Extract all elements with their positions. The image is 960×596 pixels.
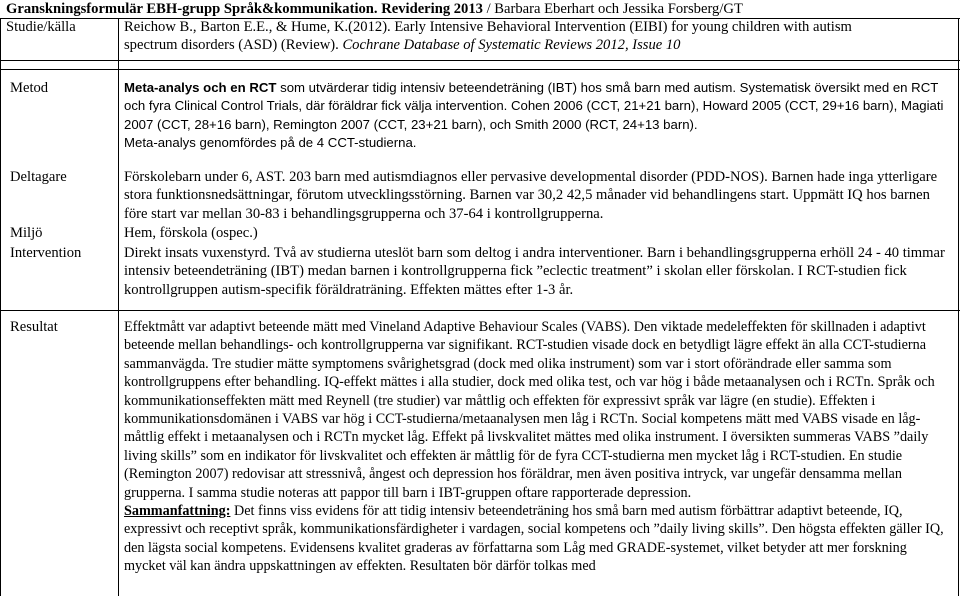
- citation-review-text: spectrum disorders (ASD) (Review).: [124, 37, 343, 54]
- source-row: [0, 18, 960, 58]
- grid-line-h2: [0, 60, 960, 61]
- source-label: Studie/källa: [6, 19, 76, 35]
- form-header: [6, 0, 956, 18]
- deltagare-content: Förskolebarn under 6, AST. 203 barn med autismdiagnos eller pervasive developmental disorder (PDD-NOS). Barnen hade inga ytterligare stora funktionsnedsättningar, förutom utvecklingsstörning. Barnen var 30,2 42,5 månader vid behandlingens start. Uppmätt IQ hos barnen före start var mellan 30-83 i behandlingsgrupperna och 37-64 i kontrollgrupperna.: [124, 169, 938, 222]
- metod-label: Metod: [10, 80, 49, 96]
- intervention-row: [0, 244, 960, 300]
- miljo-label: Miljö: [10, 225, 43, 241]
- metod-bold-lead: Meta-analys och en RCT: [124, 80, 277, 95]
- resultat-summary: [124, 502, 950, 576]
- source-citation: [124, 18, 950, 55]
- metod-content: [124, 79, 950, 153]
- metod-text: som utvärderar tidig intensiv beteendeträning (IBT) hos små barn med autism. Systematisk översikt med en RCT och fyra Clinical Control Trials, där föräldrar fick välja intervention. Cohen 2006 (CCT, 21+21 barn), Howard 2005 (CCT, 29+16 barn), Magiati 2007 (CCT, 28+16 barn), Remington 2007 (CCT, 23+21 barn), och Smith 2000 (RCT, 24+13 barn).: [124, 80, 944, 132]
- deltagare-label: Deltagare: [10, 169, 67, 185]
- grid-line-right: [958, 18, 959, 596]
- miljo-row: [0, 224, 960, 244]
- summary-label: Sammanfattning:: [124, 503, 231, 520]
- summary-text: Det finns viss evidens för att tidig intensiv beteendeträning hos små barn med autism förbättrar adaptivt beteende, IQ, expressivt och receptivt språk, kommunikationsfärdigheter i vardagen, social kompetens och ”daily living skills”. Den högsta effekten gäller IQ, den lägsta social kompetens. Evidensens kvalitet graderas av författarna som Låg med GRADE-systemet, vilket betyder att mer forskning mycket väl kan ändra uppskattningen av effekten. Resultaten bör därför tolkas med: [124, 503, 944, 575]
- grid-line-mid: [118, 18, 119, 596]
- grid-line-h4: [0, 310, 960, 311]
- intervention-label: Intervention: [10, 245, 82, 261]
- grid-line-left: [0, 18, 1, 596]
- resultat-content: [124, 318, 950, 576]
- grid-line-h1: [0, 18, 960, 19]
- form-title-bold: Granskningsformulär EBH-grupp Språk&kommunikation. Revidering 2013: [6, 1, 483, 17]
- metod-extra: Meta-analys genomfördes på de 4 CCT-studierna.: [124, 135, 417, 151]
- metod-row: [0, 79, 960, 169]
- grid-line-h3: [0, 69, 960, 70]
- form-title: [6, 0, 956, 18]
- citation-line-1: Reichow B., Barton E.E., & Hume, K.(2012). Early Intensive Behavioral Intervention (EIBI) for young children with autism: [124, 19, 852, 35]
- intervention-content: Direkt insats vuxenstyrd. Två av studierna uteslöt barn som deltog i andra interventioner. Barn i behandlingsgrupperna erhöll 24 - 40 timmar intensiv beteendeträning (IBT) medan barnen i kontrollgrupperna fick ”eclectic treatment” i skolan eller förskolan. I RCT-studien fick kontrollgruppen autism-specifik föräldraträning. Effekten mättes efter 1-3 år.: [124, 245, 945, 298]
- resultat-row: [0, 318, 960, 596]
- citation-line-2: [124, 36, 950, 54]
- deltagare-row: [0, 168, 960, 223]
- miljo-content: Hem, förskola (ospec.): [124, 225, 258, 241]
- form-title-authors: / Barbara Eberhart och Jessika Forsberg/GT: [482, 1, 743, 17]
- citation-journal: Cochrane Database of Systematic Reviews 2012, Issue 10: [342, 37, 681, 54]
- resultat-text: Effektmått var adaptivt beteende mätt med Vineland Adaptive Behaviour Scales (VABS). Den viktade medeleffekten för skillnaden i adaptivt beteende mellan behandlings- och kontrollgrupperna var signifikant. RCT-studien visade dock en betydligt lägre effekt än alla CCT-studierna sammanvägda. Tre studier mätte symptomens svårighetsgrad (dock med olika instrument) som var i stort oförändrade eller samma som kontrollgruppens efter behandling. IQ-effekt mättes i alla studier, dock med olika test, och var hög i både metaanalysen och i RCTn. Språk och kommunikationseffekten mätt med Reynell (tre studier) var måttlig och effekten för expressivt språk var lägre (en studie). Effekten i kommunikationsdomänen i VABS var hög i CCT-studierna/metaanalysen men låg i RCTn. Social kompetens mätt med VABS visade en låg-måttlig effekt i metaanalysen och i RCTn mycket låg. Effekt på livskvalitet mättes med olika instrument. I översikten summeras VABS ”daily living skills” som en indikator för livskvalitet och effekten är måttlig för de fyra CCT-studierna men mycket låg i RCT-studien. En studie (Remington 2007) redovisar att stressnivå, ångest och depression hos föräldrar, men även positiva intryck, var ungefär densamma mellan grupperna. I samma studie noteras att pappor till barn i IBT-gruppen oftare rapporterade depression.: [124, 319, 935, 501]
- resultat-label: Resultat: [10, 319, 58, 335]
